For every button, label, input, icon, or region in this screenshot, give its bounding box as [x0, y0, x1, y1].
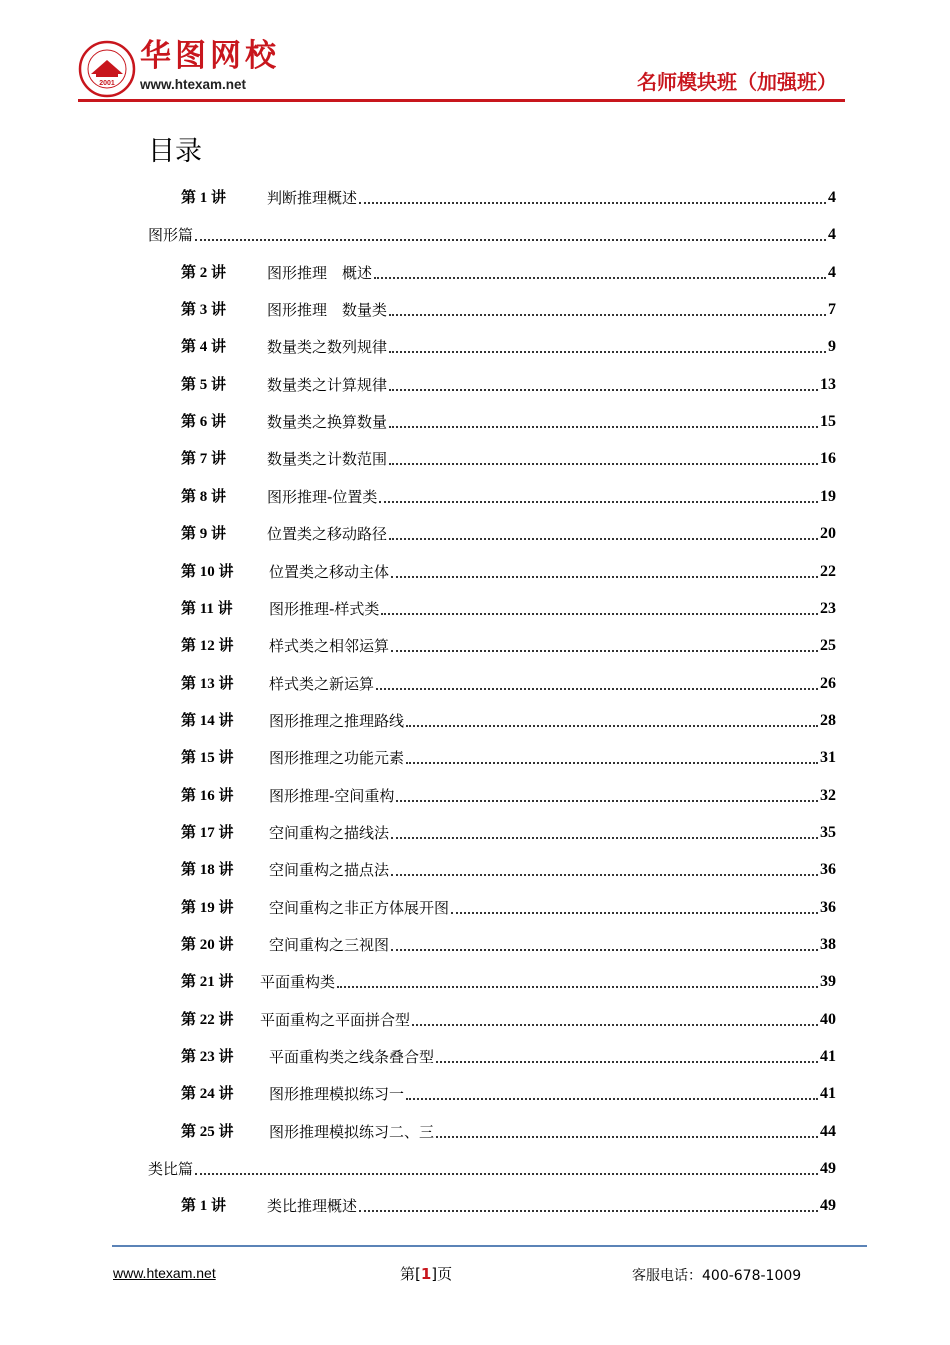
toc-page-number: 15 [820, 413, 836, 430]
toc-lecture-entry[interactable] [181, 409, 836, 433]
toc-lecture-number: 第 23 讲 [181, 1049, 234, 1065]
toc-lecture-number: 第 11 讲 [181, 601, 233, 617]
toc-topic: 样式类之相邻运算 [269, 637, 390, 655]
toc-topic: 图形推理 概述 [267, 264, 373, 282]
service-phone: 客服电话：400-678-1009 [632, 1268, 802, 1284]
toc-lecture-entry[interactable] [181, 1119, 836, 1143]
toc-page-number: 38 [820, 936, 836, 953]
toc-page-number: 7 [828, 301, 836, 318]
toc-topic: 平面重构类 [260, 973, 336, 991]
toc-page-number: 49 [820, 1197, 836, 1214]
toc-dot-leader [412, 1024, 818, 1026]
toc-topic: 图形推理之功能元素 [269, 749, 405, 767]
toc-topic: 数量类之换算数量 [267, 413, 388, 431]
toc-topic: 样式类之新运算 [269, 675, 375, 693]
toc-lecture-entry[interactable] [181, 671, 836, 695]
toc-lecture-number: 第 6 讲 [181, 414, 227, 430]
toc-section-entry[interactable] [148, 222, 836, 246]
toc-topic: 图形推理模拟练习一 [269, 1085, 405, 1103]
toc-topic: 图形推理-位置类 [267, 488, 378, 506]
toc-dot-leader [406, 1098, 818, 1100]
toc-topic: 数量类之计数范围 [267, 450, 388, 468]
toc-topic: 判断推理概述 [267, 189, 358, 207]
huatu-seal-logo [78, 40, 136, 98]
toc-section-entry[interactable] [148, 1156, 836, 1180]
toc-dot-leader [391, 874, 818, 876]
toc-page-number: 41 [820, 1085, 836, 1102]
toc-lecture-entry[interactable] [181, 334, 836, 358]
page-suffix: ]页 [431, 1265, 453, 1283]
toc-lecture-number: 第 21 讲 [181, 974, 234, 990]
toc-page-number: 19 [820, 488, 836, 505]
toc-page-number: 41 [820, 1048, 836, 1065]
toc-lecture-entry[interactable] [181, 596, 836, 620]
toc-lecture-number: 第 12 讲 [181, 638, 234, 654]
toc-lecture-number: 第 14 讲 [181, 713, 234, 729]
toc-lecture-number: 第 9 讲 [181, 526, 227, 542]
toc-page-number: 39 [820, 973, 836, 990]
toc-lecture-number: 第 4 讲 [181, 339, 227, 355]
toc-topic: 图形推理-样式类 [269, 600, 380, 618]
toc-dot-leader [381, 613, 818, 615]
toc-lecture-entry[interactable] [181, 446, 836, 470]
toc-dot-leader [391, 576, 818, 578]
toc-lecture-number: 第 8 讲 [181, 489, 227, 505]
toc-dot-leader [389, 389, 818, 391]
toc-page-number: 9 [828, 338, 836, 355]
toc-topic: 数量类之数列规律 [267, 338, 388, 356]
toc-lecture-entry[interactable] [181, 745, 836, 769]
toc-page-number: 31 [820, 749, 836, 766]
toc-dot-leader [436, 1136, 818, 1138]
toc-topic: 图形推理模拟练习二、三 [269, 1123, 435, 1141]
header-divider [78, 99, 845, 102]
toc-page-number: 44 [820, 1123, 836, 1140]
toc-topic: 平面重构类之线条叠合型 [269, 1048, 435, 1066]
toc-topic: 图形篇 [148, 226, 194, 244]
toc-topic: 空间重构之描点法 [269, 861, 390, 879]
toc-lecture-number: 第 1 讲 [181, 1198, 227, 1214]
toc-lecture-number: 第 2 讲 [181, 265, 227, 281]
logo-url[interactable]: www.htexam.net [140, 77, 247, 92]
toc-lecture-number: 第 20 讲 [181, 937, 234, 953]
toc-lecture-number: 第 5 讲 [181, 377, 227, 393]
page-number: 1 [420, 1265, 432, 1283]
toc-lecture-number: 第 7 讲 [181, 451, 227, 467]
toc-topic: 类比推理概述 [267, 1197, 358, 1215]
toc-dot-leader [374, 277, 826, 279]
toc-dot-leader [195, 239, 826, 241]
toc-lecture-entry[interactable] [181, 260, 836, 284]
toc-lecture-number: 第 15 讲 [181, 750, 234, 766]
page-prefix: 第[ [400, 1265, 421, 1283]
toc-lecture-entry[interactable] [181, 297, 836, 321]
toc-topic: 图形推理之推理路线 [269, 712, 405, 730]
toc-lecture-entry[interactable] [181, 895, 836, 919]
toc-lecture-entry[interactable] [181, 857, 836, 881]
toc-dot-leader [389, 463, 818, 465]
toc-lecture-entry[interactable] [181, 559, 836, 583]
toc-lecture-entry[interactable] [181, 820, 836, 844]
toc-page-number: 40 [820, 1011, 836, 1028]
toc-lecture-number: 第 22 讲 [181, 1012, 234, 1028]
toc-lecture-entry[interactable] [181, 185, 836, 209]
toc-lecture-entry[interactable] [181, 521, 836, 545]
toc-title: 目录 [148, 136, 202, 167]
toc-dot-leader [391, 949, 818, 951]
page-indicator [400, 1263, 452, 1284]
toc-lecture-entry[interactable] [181, 1081, 836, 1105]
footer-website-link[interactable]: www.htexam.net [113, 1265, 216, 1281]
course-title: 名师模块班（加强班） [637, 70, 837, 94]
toc-dot-leader [396, 800, 818, 802]
toc-topic: 位置类之移动主体 [269, 563, 390, 581]
toc-page-number: 4 [828, 264, 836, 281]
footer-divider [112, 1245, 867, 1247]
toc-dot-leader [406, 762, 818, 764]
toc-page-number: 16 [820, 450, 836, 467]
toc-lecture-entry[interactable] [181, 783, 836, 807]
toc-page-number: 49 [820, 1160, 836, 1177]
toc-topic: 图形推理-空间重构 [269, 787, 395, 805]
toc-page-number: 20 [820, 525, 836, 542]
toc-lecture-number: 第 17 讲 [181, 825, 234, 841]
toc-topic: 数量类之计算规律 [267, 376, 388, 394]
toc-dot-leader [359, 202, 826, 204]
toc-dot-leader [376, 688, 818, 690]
toc-lecture-number: 第 3 讲 [181, 302, 227, 318]
toc-dot-leader [391, 650, 818, 652]
toc-lecture-number: 第 16 讲 [181, 788, 234, 804]
toc-page-number: 36 [820, 861, 836, 878]
toc-lecture-entry[interactable] [181, 372, 836, 396]
toc-lecture-entry[interactable] [181, 969, 836, 993]
toc-dot-leader [337, 986, 818, 988]
toc-page-number: 4 [828, 189, 836, 206]
toc-page-number: 26 [820, 675, 836, 692]
toc-dot-leader [406, 725, 818, 727]
toc-page-number: 25 [820, 637, 836, 654]
toc-lecture-number: 第 24 讲 [181, 1086, 234, 1102]
toc-page-number: 28 [820, 712, 836, 729]
toc-page-number: 22 [820, 563, 836, 580]
toc-dot-leader [391, 837, 818, 839]
toc-topic: 空间重构之描线法 [269, 824, 390, 842]
toc-topic: 类比篇 [148, 1160, 194, 1178]
toc-topic: 空间重构之三视图 [269, 936, 390, 954]
toc-page-number: 32 [820, 787, 836, 804]
toc-lecture-number: 第 18 讲 [181, 862, 234, 878]
toc-lecture-entry[interactable] [181, 932, 836, 956]
toc-page-number: 35 [820, 824, 836, 841]
toc-topic: 位置类之移动路径 [267, 525, 388, 543]
toc-lecture-number: 第 1 讲 [181, 190, 227, 206]
toc-dot-leader [389, 314, 826, 316]
toc-dot-leader [389, 351, 826, 353]
toc-page-number: 23 [820, 600, 836, 617]
toc-lecture-number: 第 13 讲 [181, 676, 234, 692]
seal-year: 2001 [99, 80, 115, 87]
toc-lecture-number: 第 19 讲 [181, 900, 234, 916]
toc-dot-leader [379, 501, 818, 503]
toc-lecture-entry[interactable] [181, 633, 836, 657]
toc-topic: 图形推理 数量类 [267, 301, 388, 319]
toc-lecture-entry[interactable] [181, 708, 836, 732]
toc-dot-leader [195, 1173, 818, 1175]
logo-text: 华图网校 [140, 38, 280, 74]
toc-dot-leader [389, 538, 818, 540]
toc-dot-leader [389, 426, 818, 428]
toc-topic: 空间重构之非正方体展开图 [269, 899, 450, 917]
toc-lecture-number: 第 25 讲 [181, 1124, 234, 1140]
toc-topic: 平面重构之平面拼合型 [260, 1011, 411, 1029]
toc-dot-leader [359, 1210, 818, 1212]
toc-lecture-number: 第 10 讲 [181, 564, 234, 580]
toc-page-number: 4 [828, 226, 836, 243]
toc-lecture-entry[interactable] [181, 484, 836, 508]
toc-lecture-entry[interactable] [181, 1044, 836, 1068]
toc-lecture-entry[interactable] [181, 1193, 836, 1217]
toc-dot-leader [436, 1061, 818, 1063]
toc-dot-leader [451, 912, 818, 914]
toc-lecture-entry[interactable] [181, 1007, 836, 1031]
toc-page-number: 13 [820, 376, 836, 393]
toc-page-number: 36 [820, 899, 836, 916]
